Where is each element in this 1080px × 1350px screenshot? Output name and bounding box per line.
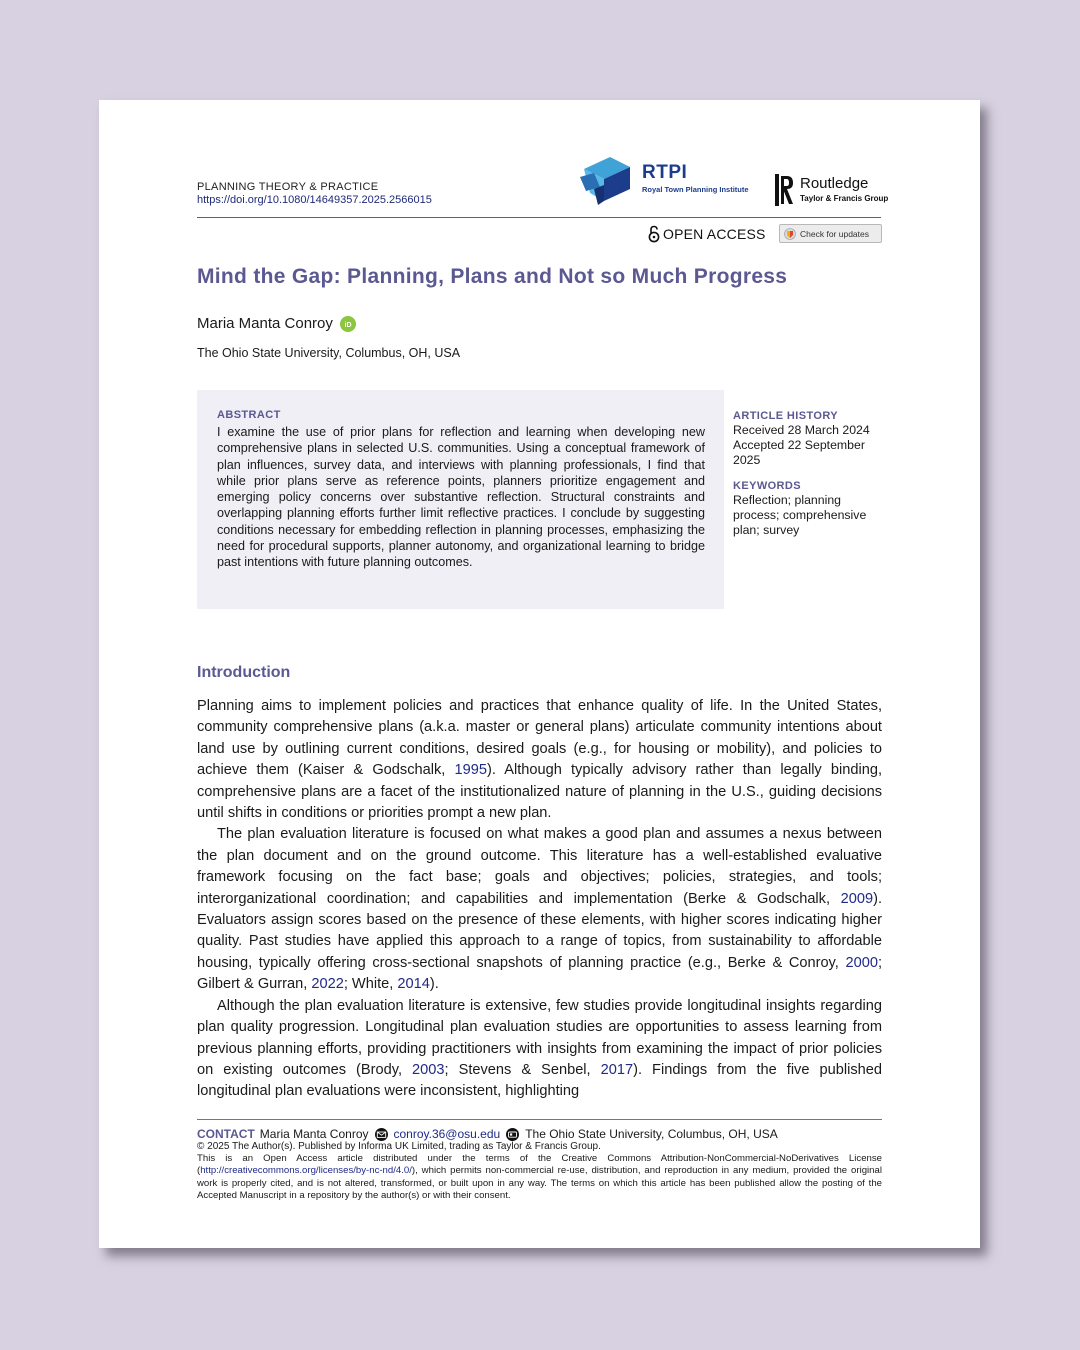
intro-paragraph [197, 824, 882, 995]
intro-text: ; Gilbert & Gurran, [197, 954, 882, 993]
email-icon [374, 1128, 389, 1141]
intro-text: ). Findings from the five published longitudinal plan evaluations were inconsistent, highlighting [197, 1061, 882, 1100]
author-row [197, 315, 356, 332]
abstract-text: I examine the use of prior plans for reflection and learning when developing new comprehensive plans in selected U.S. communities. Using a conceptual framework of plan influences, survey data, and interviews with planning professionals, I find that while prior plans serve as reference points, planners prioritize engagement and emerging policy concerns over substantive reflection. Structural constraints and overlapping planning efforts further limit reflective practices. I conclude by suggesting conditions necessary for embedding reflection in planning processes, emphasizing the need for procedural supports, planner autonomy, and organizational learning to bridge past intentions with future planning outcomes. [217, 425, 705, 570]
author-affiliation: The Ohio State University, Columbus, OH, USA [197, 346, 461, 360]
open-access-badge [648, 225, 766, 243]
citation-link[interactable]: 2003 [412, 1061, 445, 1078]
introduction-body [197, 696, 882, 1103]
contact-label: CONTACT [197, 1127, 255, 1141]
rtpi-subtitle: Royal Town Planning Institute [642, 185, 749, 194]
citation-link[interactable]: 2022 [311, 976, 344, 993]
citation-link[interactable]: 2000 [845, 954, 878, 971]
footer-divider [197, 1119, 882, 1120]
license-notice [197, 1153, 882, 1203]
header-divider [197, 217, 881, 218]
article-history-label: ARTICLE HISTORY [733, 410, 839, 422]
svg-text:iD: iD [344, 321, 352, 329]
intro-text: ). Although typically advisory rather than legally binding, comprehensive plans are a facet of the institutionalized nature of planning in the U.S., guiding decisions until shifts in conditions or priorities prompt a new plan. [197, 762, 883, 822]
intro-text: ). Evaluators assign scores based on the presence of these elements, with higher scores indicating higher quality. Past studies have applied this approach to a range of topics, from sustainability to affordable housing, typically offering cross-sectional snapshots of planning practice (e.g., Berke & Conroy, [197, 890, 882, 971]
citation-link[interactable]: 2014 [397, 976, 430, 993]
address-icon [505, 1128, 520, 1141]
open-access-label: OPEN ACCESS [663, 226, 766, 242]
keywords [733, 479, 883, 538]
contact-affiliation: The Ohio State University, Columbus, OH, USA [525, 1127, 778, 1141]
received-date: Received 28 March 2024 [733, 423, 870, 437]
intro-text: Although the plan evaluation literature is extensive, few studies provide longitudinal insights regarding plan quality progression. Longitudinal plan evaluation studies are opportunities to assess learning from previous planning efforts, providing practitioners with insights from examining the impact of prior policies on existing outcomes (Brody, [197, 997, 882, 1078]
citation-link[interactable]: 1995 [454, 762, 487, 779]
license-text: This is an Open Access article distributed under the terms of the Creative Commons Attribution-NonCommercial-NoDerivatives License ( [197, 1153, 882, 1177]
orcid-icon[interactable] [340, 316, 356, 332]
contact-name: Maria Manta Conroy [259, 1127, 369, 1141]
contact-email-link[interactable]: conroy.36@osu.edu [393, 1127, 501, 1141]
accepted-date: Accepted 22 September 2025 [733, 438, 865, 467]
journal-name: PLANNING THEORY & PRACTICE [197, 181, 379, 193]
article-page [99, 100, 980, 1248]
intro-paragraph [197, 696, 882, 824]
citation-link[interactable]: 2017 [600, 1061, 634, 1078]
check-for-updates-button[interactable] [779, 224, 882, 243]
doi-link[interactable]: https://doi.org/10.1080/14649357.2025.2566015 [197, 194, 432, 206]
keywords-label: KEYWORDS [733, 480, 801, 492]
crossmark-icon [784, 228, 796, 240]
license-text: ), which permits non-commercial re-use, distribution, and reproduction in any medium, provided the original work is properly cited, and is not altered, transformed, or built upon in any way. The terms on which this article has been published allow the posting of the Accepted Manuscript in a repository by the author(s) or with their consent. [197, 1165, 882, 1202]
intro-text: ; Stevens & Senbel, [444, 1061, 601, 1078]
intro-paragraph [197, 996, 882, 1103]
introduction-heading: Introduction [197, 664, 291, 681]
abstract-label: ABSTRACT [217, 409, 281, 421]
citation-link[interactable]: 2009 [840, 890, 874, 907]
check-for-updates-label: Check for updates [800, 228, 869, 239]
intro-text: Planning aims to implement policies and practices that enhance quality of life. In the United States, community comprehensive plans (a.k.a. master or general plans) articulate community intentions about land use by outlining current conditions, desired goals (e.g., for housing or mobility), and policies to achieve them (Kaiser & Godschalk, [197, 698, 882, 779]
intro-text: The plan evaluation literature is focused on what makes a good plan and assumes a nexus between the plan document and on the ground outcome. This literature has a well-established evaluative framework focusing on the fact base; goals and objectives; policies, strategies, and tools; interorganizational coordination; and capabilities and implementation (Berke & Godschalk, [197, 826, 882, 907]
intro-text: ). [429, 976, 439, 993]
intro-text: ; White, [343, 976, 398, 993]
rtpi-logo-icon [580, 155, 634, 207]
copyright-notice: © 2025 The Author(s). Published by Informa UK Limited, trading as Taylor & Francis Group. [197, 1141, 601, 1152]
open-lock-icon [648, 225, 660, 243]
license-link[interactable]: http://creativecommons.org/licenses/by-nc-nd/4.0/ [200, 1165, 412, 1177]
rtpi-name: RTPI [642, 162, 688, 183]
article-history [733, 409, 883, 468]
routledge-subtitle: Taylor & Francis Group [800, 194, 889, 203]
routledge-logo-icon [775, 174, 795, 206]
article-title: Mind the Gap: Planning, Plans and Not so Much Progress [197, 265, 788, 288]
author-name[interactable]: Maria Manta Conroy [197, 315, 333, 332]
contact-row [197, 1127, 778, 1141]
routledge-name: Routledge [800, 175, 869, 192]
keywords-text: Reflection; planning process; comprehensive plan; survey [733, 493, 867, 537]
